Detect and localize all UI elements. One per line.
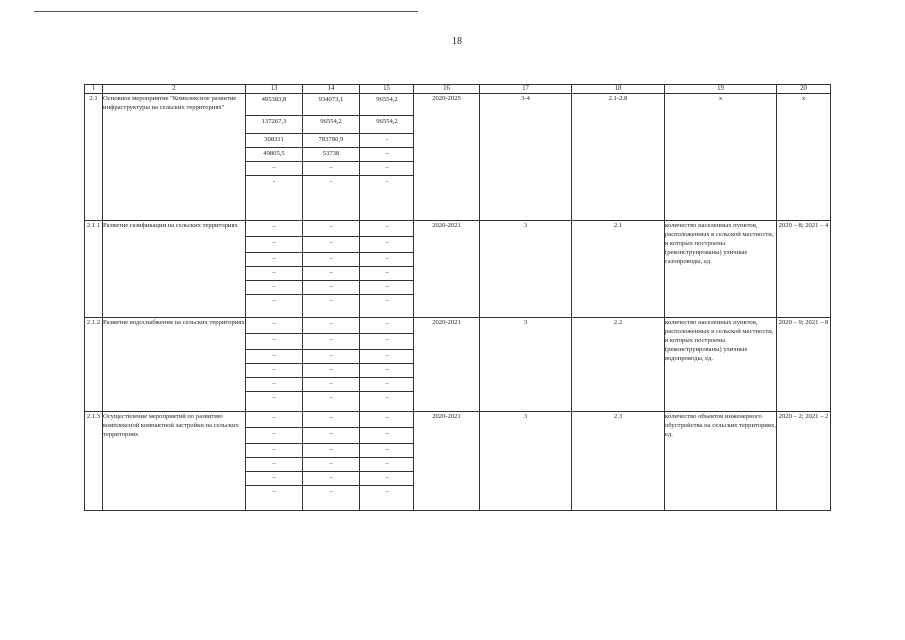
funding-value: – xyxy=(385,394,389,401)
funding-value: – xyxy=(246,237,303,252)
funding-subrow xyxy=(246,221,413,237)
funding-value: – xyxy=(246,378,303,391)
funding-value: – xyxy=(246,267,303,280)
funding-value: – xyxy=(303,267,360,280)
funding-value: – xyxy=(246,350,303,363)
funding-value: – xyxy=(385,269,389,276)
funding-value: – xyxy=(303,237,360,252)
funding-value: – xyxy=(303,350,360,363)
page-number: 18 xyxy=(452,36,462,47)
funding-subrow xyxy=(246,237,413,253)
funding-subrow xyxy=(246,486,413,510)
measures-table xyxy=(84,84,831,511)
funding-value: – xyxy=(303,318,360,333)
funding-value: – xyxy=(246,253,303,266)
funding-value: – xyxy=(303,378,360,391)
funding-value: – xyxy=(385,366,389,373)
indicator: количество населенных пунктов, расположенных в сельской местности, в которых построены (реконструированы) уличные газопроводы, ед. xyxy=(665,221,777,318)
task-ref: 2.2 xyxy=(572,318,665,412)
funding-value: – xyxy=(246,412,303,427)
funding-value: – xyxy=(303,444,360,457)
funding-subrow xyxy=(246,176,413,220)
funding-subrow xyxy=(246,364,413,378)
row-number: 2.1.1 xyxy=(85,221,103,318)
funding-value: 934073,1 xyxy=(303,94,360,115)
goal-ref: 3 xyxy=(480,318,572,412)
col-header: 15 xyxy=(360,85,414,94)
col-header: 16 xyxy=(414,85,480,94)
indicator: количество населенных пунктов, расположенных в сельской местности, в которых построены (реконструированы) уличные водопроводы, ед. xyxy=(665,318,777,412)
task-ref: 2.1-2.8 xyxy=(572,94,665,221)
funding-value: 53738 xyxy=(303,148,360,161)
funding-value: – xyxy=(303,364,360,377)
funding-value: - xyxy=(246,176,303,220)
funding-value: – xyxy=(303,162,360,175)
funding-subrow xyxy=(246,94,413,116)
funding-value: 783780,9 xyxy=(303,134,360,147)
indicator-value: х xyxy=(777,94,831,221)
indicator-value: 2020 – 8; 2021 – 4 xyxy=(777,221,831,318)
indicator-value: 2020 – 9; 2021 – 8 xyxy=(777,318,831,412)
funding-value: – xyxy=(303,253,360,266)
funding-subrow xyxy=(246,458,413,472)
funding-value: – xyxy=(385,474,389,481)
indicator: х xyxy=(665,94,777,221)
funding-value: – xyxy=(385,414,389,421)
table-row xyxy=(85,94,831,221)
funding-subrow xyxy=(246,350,413,364)
funding-value: – xyxy=(246,444,303,457)
funding-value: 137267,3 xyxy=(246,116,303,133)
funding-value: – xyxy=(246,295,303,317)
funding-value: – xyxy=(246,486,303,510)
funding-value: – xyxy=(303,281,360,294)
funding-subrow xyxy=(246,412,413,428)
funding-value: 495383,8 xyxy=(246,94,303,115)
funding-value: – xyxy=(246,364,303,377)
funding-value: 308311 xyxy=(246,134,303,147)
funding-subrow xyxy=(246,162,413,176)
goal-ref: 3 xyxy=(480,221,572,318)
period: 2020-2025 xyxy=(414,94,480,221)
funding-subrow xyxy=(246,267,413,281)
funding-value: – xyxy=(303,295,360,317)
header-row xyxy=(85,85,831,94)
funding-subrow xyxy=(246,295,413,317)
measure-name: Основное мероприятие "Комплексное развитие инфраструктуры на сельских территориях" xyxy=(103,94,246,221)
funding-subrow xyxy=(246,281,413,295)
measure-name: Осуществление мероприятий по развитию комплексной компактной застройки на сельских территориях xyxy=(103,412,246,511)
funding-subrow xyxy=(246,472,413,486)
funding-value: – xyxy=(385,380,389,387)
funding-subrow xyxy=(246,334,413,350)
funding-value: – xyxy=(385,297,389,304)
funding-value: – xyxy=(303,221,360,236)
funding-subrow xyxy=(246,148,413,162)
funding-value: – xyxy=(385,446,389,453)
funding-value: 96554,2 xyxy=(376,118,398,125)
funding-value: 49805,5 xyxy=(246,148,303,161)
funding-value: – xyxy=(385,283,389,290)
funding-stack xyxy=(246,221,413,317)
funding-value: – xyxy=(303,334,360,349)
funding-value: – xyxy=(385,352,389,359)
funding-value: – xyxy=(385,488,389,495)
task-ref: 2.1 xyxy=(572,221,665,318)
col-header: 2 xyxy=(103,85,246,94)
funding-value: – xyxy=(246,281,303,294)
indicator-value: 2020 – 2; 2021 – 2 xyxy=(777,412,831,511)
funding-stack xyxy=(246,318,413,411)
table-row xyxy=(85,412,831,511)
funding-stack xyxy=(246,94,413,220)
funding-value: – xyxy=(303,392,360,411)
funding-value: – xyxy=(385,336,389,343)
funding-subrow xyxy=(246,444,413,458)
funding-value: – xyxy=(303,428,360,443)
funding-value: – xyxy=(303,486,360,510)
funding-subrow xyxy=(246,318,413,334)
funding-value: 96554,2 xyxy=(376,96,398,103)
funding-value: – xyxy=(385,164,389,171)
goal-ref: 3-4 xyxy=(480,94,572,221)
funding-value: – xyxy=(246,162,303,175)
funding-subrow xyxy=(246,392,413,411)
period: 2020-2021 xyxy=(414,318,480,412)
funding-subrow xyxy=(246,378,413,392)
col-header: 19 xyxy=(665,85,777,94)
funding-value: – xyxy=(385,239,389,246)
funding-value: – xyxy=(246,221,303,236)
col-header: 1 xyxy=(85,85,103,94)
row-number: 2.1.3 xyxy=(85,412,103,511)
funding-subrow xyxy=(246,253,413,267)
measure-name: Развитие водоснабжения на сельских территориях xyxy=(103,318,246,412)
funding-stack xyxy=(246,412,413,510)
funding-cell xyxy=(246,221,414,318)
period: 2020-2021 xyxy=(414,412,480,511)
funding-value: - xyxy=(385,178,389,185)
funding-value: – xyxy=(246,458,303,471)
funding-value: – xyxy=(303,472,360,485)
funding-cell xyxy=(246,94,414,221)
funding-subrow xyxy=(246,116,413,134)
funding-value: – xyxy=(246,334,303,349)
funding-cell xyxy=(246,318,414,412)
header-rule xyxy=(34,11,418,12)
goal-ref: 3 xyxy=(480,412,572,511)
col-header: 13 xyxy=(246,85,303,94)
funding-value: – xyxy=(385,150,389,157)
funding-value: – xyxy=(303,458,360,471)
funding-value: – xyxy=(385,255,389,262)
funding-value: - xyxy=(303,176,360,220)
funding-value: - xyxy=(385,136,389,143)
table-row xyxy=(85,318,831,412)
funding-value: – xyxy=(246,392,303,411)
funding-value: – xyxy=(246,428,303,443)
funding-subrow xyxy=(246,428,413,444)
indicator: количество объектов инженерного обустройства на сельских территориях, ед. xyxy=(665,412,777,511)
measure-name: Развитие газификации на сельских территориях xyxy=(103,221,246,318)
period: 2020-2021 xyxy=(414,221,480,318)
table-row xyxy=(85,221,831,318)
col-header: 14 xyxy=(303,85,360,94)
col-header: 20 xyxy=(777,85,831,94)
funding-cell xyxy=(246,412,414,511)
funding-value: 96554,2 xyxy=(303,116,360,133)
task-ref: 2.3 xyxy=(572,412,665,511)
funding-value: – xyxy=(246,472,303,485)
row-number: 2.1.2 xyxy=(85,318,103,412)
funding-value: – xyxy=(385,320,389,327)
funding-value: – xyxy=(246,318,303,333)
funding-value: – xyxy=(385,460,389,467)
funding-value: – xyxy=(303,412,360,427)
row-number: 2.1 xyxy=(85,94,103,221)
funding-value: – xyxy=(385,223,389,230)
funding-value: – xyxy=(385,430,389,437)
funding-subrow xyxy=(246,134,413,148)
col-header: 17 xyxy=(480,85,572,94)
col-header: 18 xyxy=(572,85,665,94)
